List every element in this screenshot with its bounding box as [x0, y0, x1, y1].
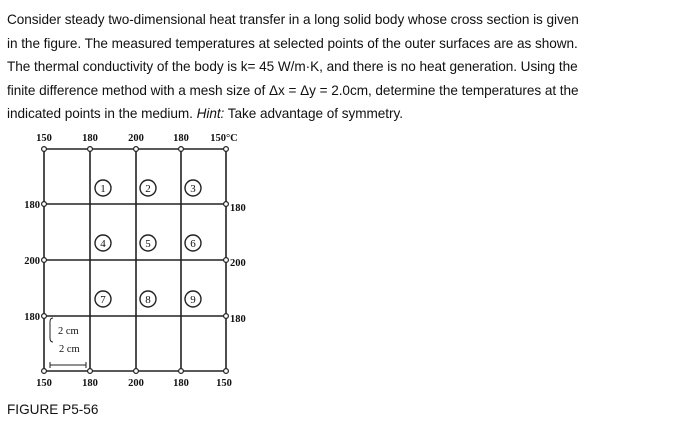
right-temp: 180	[230, 314, 246, 325]
boundary-point	[224, 147, 229, 152]
bottom-temperatures	[36, 378, 232, 389]
boundary-point	[224, 314, 229, 319]
problem-line-3: The thermal conductivity of the body is k= 45 W/m·K, and there is no heat generation. Using the	[7, 59, 578, 75]
bottom-temp: 180	[173, 378, 189, 389]
dim-y-bracket	[50, 318, 53, 342]
node-3	[185, 180, 201, 196]
top-temp: 150	[36, 133, 52, 144]
right-temp: 200	[230, 258, 246, 269]
right-temp: 180	[230, 203, 246, 214]
left-temp: 200	[24, 256, 40, 267]
boundary-point	[88, 147, 93, 152]
boundary-point	[224, 369, 229, 374]
top-temperatures	[36, 133, 238, 144]
node-3-label: 3	[190, 183, 196, 195]
top-temp: 180	[173, 133, 189, 144]
node-8	[140, 291, 156, 307]
node-6	[185, 235, 201, 251]
problem-line-2: in the figure. The measured temperatures at selected points of the outer surfaces are as shown.	[7, 35, 578, 51]
boundary-point	[42, 258, 47, 263]
figure-caption: FIGURE P5-56	[7, 402, 99, 417]
boundary-point	[134, 369, 139, 374]
right-temperatures	[230, 203, 246, 325]
bottom-temp: 200	[128, 378, 144, 389]
top-temp: 150°C	[210, 133, 238, 144]
node-2-label: 2	[145, 183, 151, 195]
hint-text: Take advantage of symmetry.	[224, 106, 403, 122]
boundary-point	[88, 369, 93, 374]
node-9	[185, 291, 201, 307]
bottom-temp: 150	[36, 378, 52, 389]
dim-y-label: 2 cm	[58, 326, 79, 337]
bottom-temp: 150	[216, 378, 232, 389]
node-4	[95, 235, 111, 251]
boundary-point	[134, 147, 139, 152]
boundary-point	[42, 147, 47, 152]
hint-label: Hint:	[196, 106, 225, 122]
node-1-label: 1	[100, 183, 106, 195]
boundary-point	[224, 202, 229, 207]
boundary-point	[42, 314, 47, 319]
left-temp: 180	[24, 312, 40, 323]
boundary-point	[42, 202, 47, 207]
node-9-label: 9	[190, 294, 196, 306]
boundary-point	[42, 369, 47, 374]
problem-line-4: finite difference method with a mesh size of Δx = Δy = 2.0cm, determine the temperatures at the	[7, 82, 579, 98]
dim-x-label: 2 cm	[59, 344, 80, 355]
problem-line-5-text: indicated points in the medium.	[7, 106, 197, 122]
top-temp: 200	[128, 133, 144, 144]
problem-line-1: Consider steady two-dimensional heat transfer in a long solid body whose cross section is given	[7, 12, 579, 27]
left-temperatures	[24, 200, 40, 323]
boundary-point	[179, 369, 184, 374]
left-temp: 180	[24, 200, 40, 211]
node-8-label: 8	[145, 294, 151, 306]
node-4-label: 4	[100, 238, 106, 250]
node-5-label: 5	[145, 238, 151, 250]
bottom-temp: 180	[82, 378, 98, 389]
node-6-label: 6	[190, 238, 196, 250]
top-temp: 180	[82, 133, 98, 144]
node-7-label: 7	[100, 294, 106, 306]
boundary-point	[179, 147, 184, 152]
node-1	[95, 180, 111, 196]
node-2	[140, 180, 156, 196]
interior-nodes	[95, 180, 201, 307]
boundary-point	[224, 258, 229, 263]
node-7	[95, 291, 111, 307]
node-5	[140, 235, 156, 251]
